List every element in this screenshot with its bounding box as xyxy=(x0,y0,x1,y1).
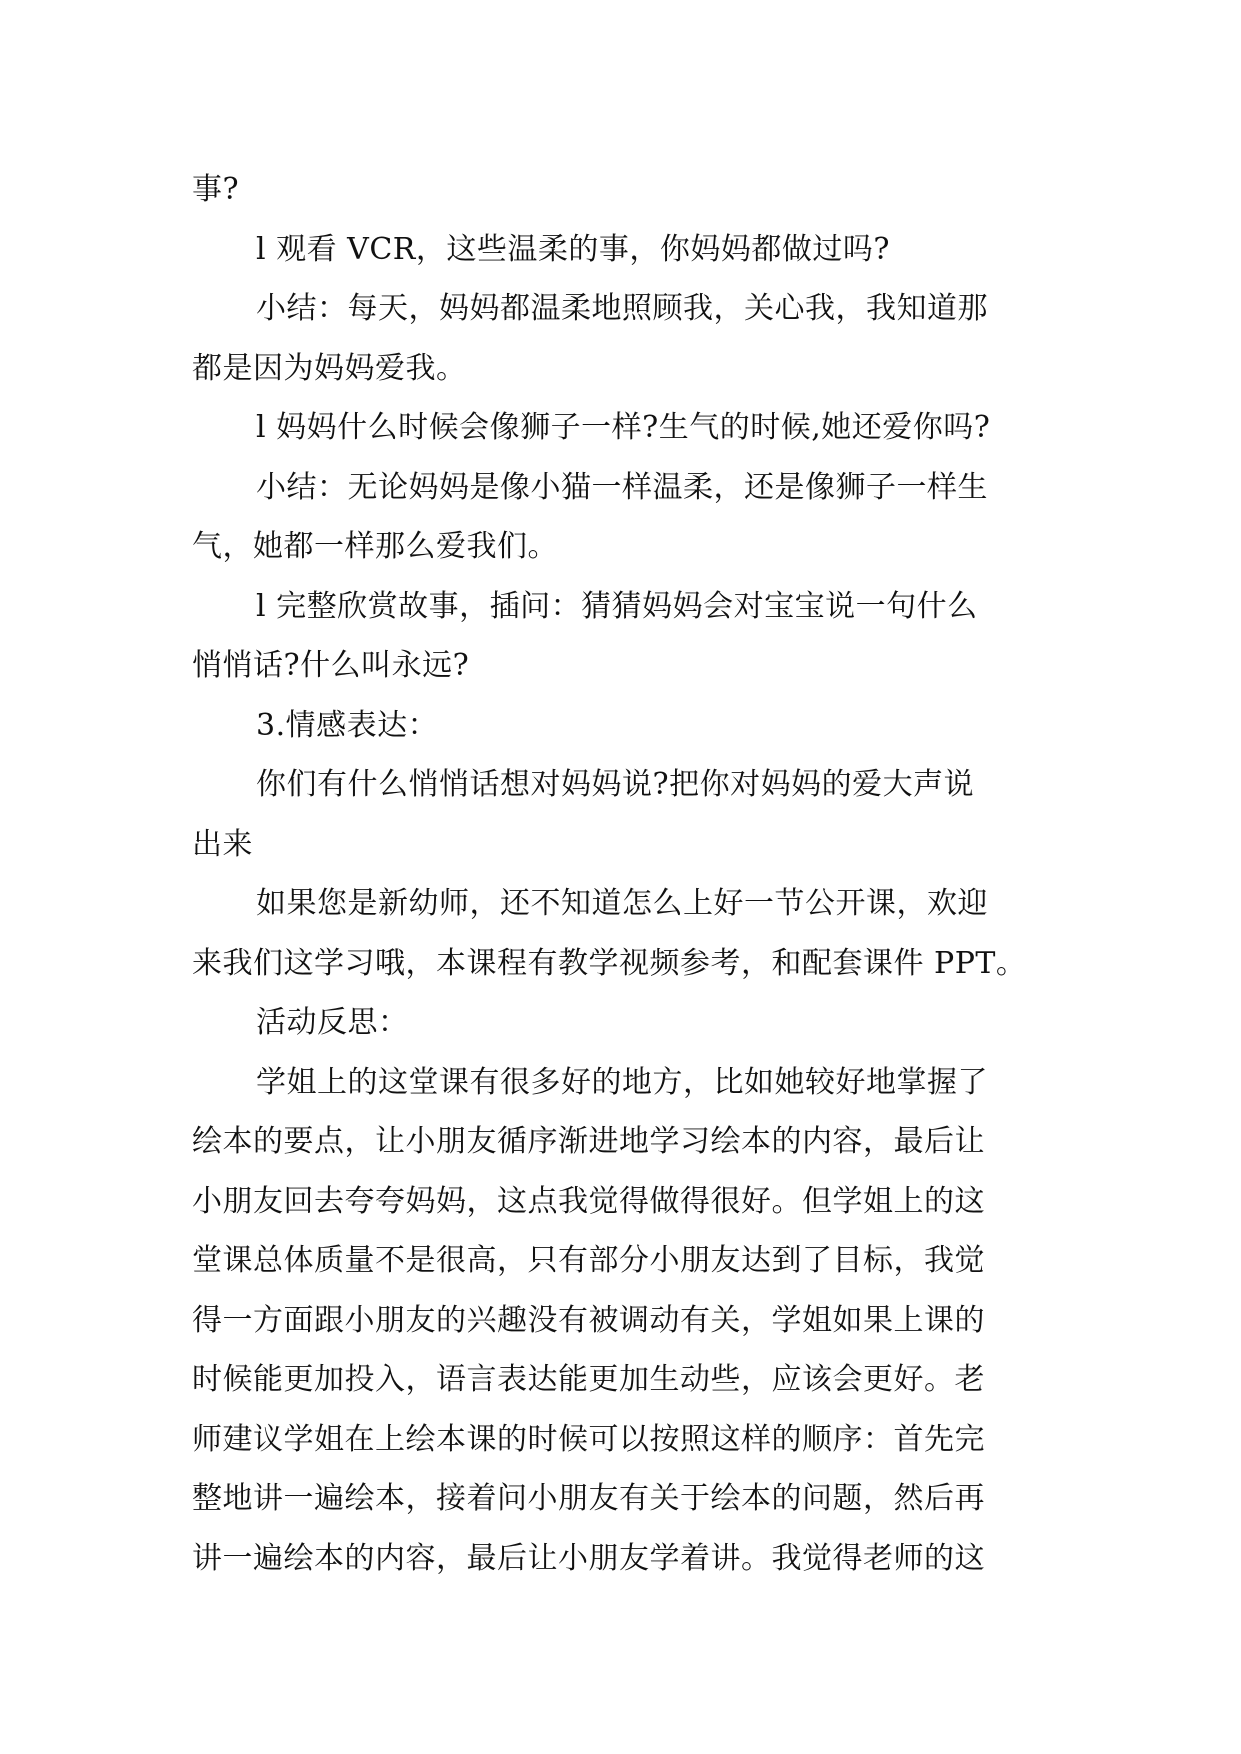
text-line: 学姐上的这堂课有很多好的地方，比如她较好地掌握了 xyxy=(256,1064,988,1100)
text-line: 事? xyxy=(192,172,240,207)
text-line: 整地讲一遍绘本，接着问小朋友有关于绘本的问题，然后再 xyxy=(192,1481,985,1516)
text-line: 师建议学姐在上绘本课的时候可以按照这样的顺序：首先完 xyxy=(192,1421,985,1457)
text-line: 得一方面跟小朋友的兴趣没有被调动有关，学姐如果上课的 xyxy=(192,1302,985,1338)
text-line: l 完整欣赏故事，插问：猜猜妈妈会对宝宝说一句什么 xyxy=(256,588,978,624)
text-line: 小朋友回去夸夸妈妈，这点我觉得做得很好。但学姐上的这 xyxy=(192,1183,985,1219)
text-line: 小结：每天，妈妈都温柔地照顾我，关心我，我知道那 xyxy=(256,291,988,326)
text-line: 如果您是新幼师，还不知道怎么上好一节公开课，欢迎 xyxy=(256,886,988,921)
text-line: 气，她都一样那么爱我们。 xyxy=(192,529,558,564)
document-page xyxy=(192,160,1050,1588)
text-line: 出来 xyxy=(192,826,253,862)
section-heading: 3.情感表达： xyxy=(256,707,439,743)
section-heading: 活动反思： xyxy=(256,1005,409,1040)
text-line: l 妈妈什么时候会像狮子一样?生气的时候,她还爱你吗? xyxy=(256,410,991,445)
text-line: 绘本的要点，让小朋友循序渐进地学习绘本的内容，最后让 xyxy=(192,1124,985,1159)
text-line: 堂课总体质量不是很高，只有部分小朋友达到了目标，我觉 xyxy=(192,1243,985,1278)
text-line: 悄悄话?什么叫永远? xyxy=(192,648,470,683)
text-line: 小结：无论妈妈是像小猫一样温柔，还是像狮子一样生 xyxy=(256,469,988,505)
text-line: 来我们这学习哦，本课程有教学视频参考，和配套课件 PPT。 xyxy=(192,945,1027,981)
text-line: 你们有什么悄悄话想对妈妈说?把你对妈妈的爱大声说 xyxy=(256,767,975,802)
text-line: 时候能更加投入，语言表达能更加生动些，应该会更好。老 xyxy=(192,1362,985,1397)
text-line: 都是因为妈妈爱我。 xyxy=(192,350,467,386)
text-line: 讲一遍绘本的内容，最后让小朋友学着讲。我觉得老师的这 xyxy=(192,1540,985,1576)
text-line: l 观看 VCR，这些温柔的事，你妈妈都做过吗? xyxy=(256,231,890,267)
